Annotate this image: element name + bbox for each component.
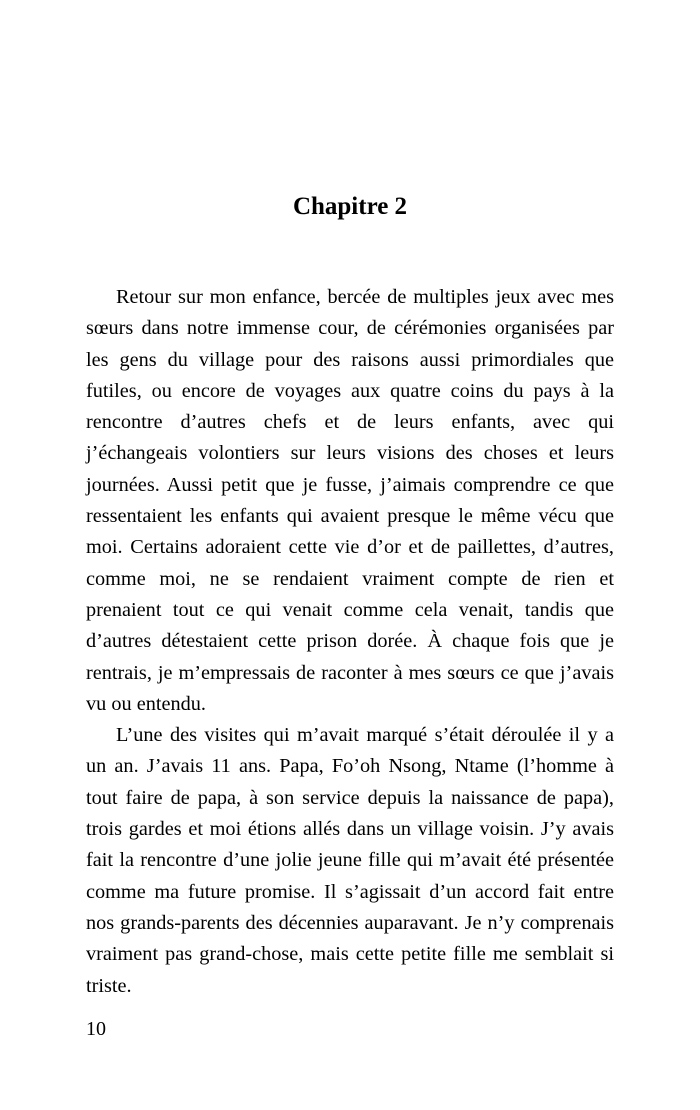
body-text — [86, 282, 614, 1002]
page-number: 10 — [86, 1018, 106, 1040]
chapter-title: Chapitre 2 — [292, 193, 408, 220]
paragraph-1: Retour sur mon enfance, bercée de multiples jeux avec mes sœurs dans notre immense cour, de cérémonies organisées par les gens du village pour des raisons aussi primordiales que futiles, ou encore de voyages aux quatre coins du pays à la rencontre d’autres chefs et de leurs enfants, avec qui j’échangeais volontiers sur leurs visions des choses et leurs journées. Aussi petit que je fusse, j’aimais comprendre ce que ressentaient les enfants qui avaient presque le même vécu que moi. Certains adoraient cette vie d’or et de paillettes, d’autres, comme moi, ne se rendaient vraiment compte de rien et prenaient tout ce qui venait comme cela venait, tandis que d’autres détestaient cette prison dorée. À chaque fois que je rentrais, je m’empressais de raconter à mes sœurs ce que j’avais vu ou entendu. — [86, 286, 614, 715]
paragraph-2: L’une des visites qui m’avait marqué s’était déroulée il y a un an. J’avais 11 ans. Papa, Fo’oh Nsong, Ntame (l’homme à tout faire de papa, à son service depuis la naissance de papa), trois gardes et moi étions allés dans un village voisin. J’y avais fait la rencontre d’une jolie jeune fille qui m’avait été présentée comme ma future promise. Il s’agissait d’un accord fait entre nos grands-parents des décennies auparavant. Je n’y comprenais vraiment pas grand-chose, mais cette petite fille me semblait si triste. — [86, 724, 614, 997]
